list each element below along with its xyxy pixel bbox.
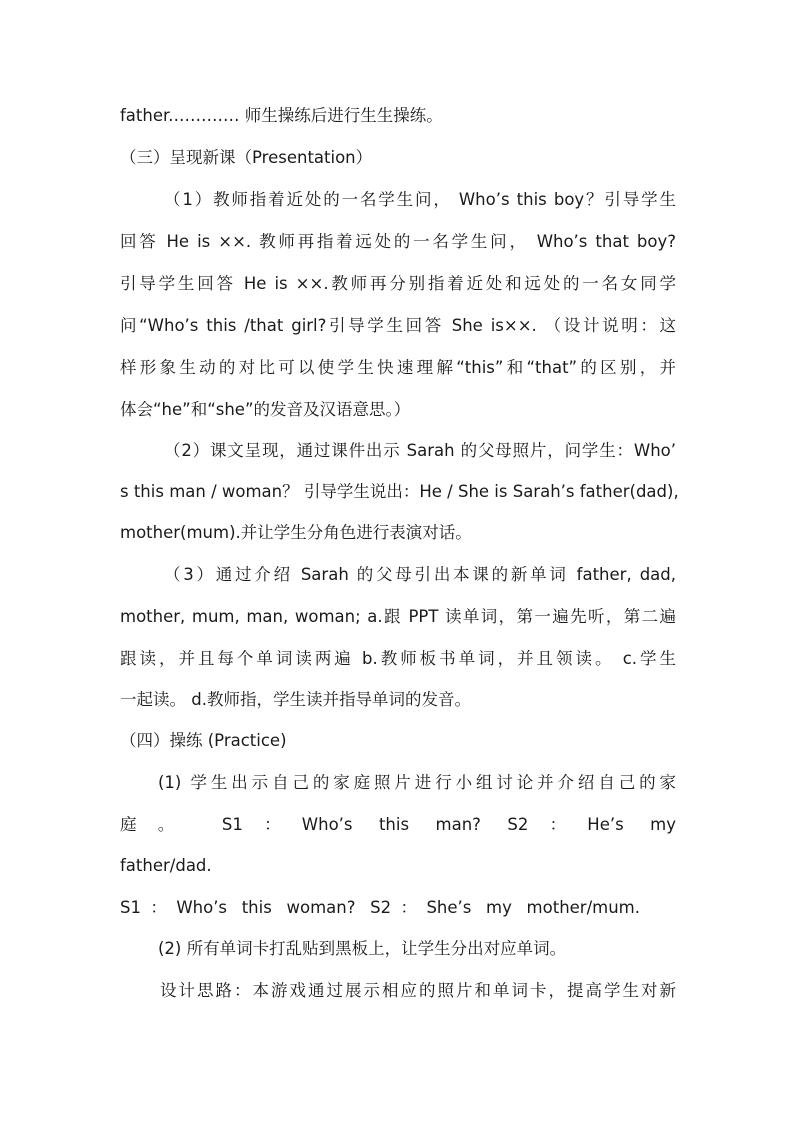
text-line: father/dad. <box>120 856 212 875</box>
text-line: mother(mum).并让学生分角色进行表演对话。 <box>120 523 472 542</box>
section-heading-presentation: （三）呈现新课（Presentation） <box>120 148 373 167</box>
text-line: s this man / woman？ 引导学生说出：He / She is Sarah’s father(dad), <box>120 482 679 501</box>
section-heading-practice: （四）操练 (Practice) <box>120 731 287 750</box>
text-line: 引导学生回答 He is ××.教师再分别指着近处和远处的一名女同学 <box>120 274 676 293</box>
text-line: (2) 所有单词卡打乱贴到黑板上，让学生分出对应单词。 <box>158 939 567 958</box>
text-line: 设计思路：本游戏通过展示相应的照片和单词卡，提高学生对新 <box>160 981 676 1000</box>
text-line: 体会“he”和“she”的发音及汉语意思。） <box>120 400 411 419</box>
text-line: (1) 学生出示自己的家庭照片进行小组讨论并介绍自己的家 <box>158 773 676 792</box>
text-line: 跟读，并且每个单词读两遍 b.教师板书单词，并且领读。 c.学生 <box>120 649 676 668</box>
text-line: S1：Who’s this woman? S2：She’s my mother/mum. <box>120 898 640 917</box>
text-line: mother, mum, man, woman; a.跟 PPT 读单词，第一遍先听，第二遍 <box>120 607 676 626</box>
text-line: 回答 He is ××. 教师再指着远处的一名学生问， Who’s that boy? <box>120 232 676 251</box>
text-line: 样形象生动的对比可以使学生快速理解“this”和“that”的区别，并 <box>120 358 676 377</box>
text-line: father.………… 师生操练后进行生生操练。 <box>120 106 443 125</box>
text-line: （2）课文呈现，通过课件出示 Sarah 的父母照片，问学生：Who’ <box>164 441 676 460</box>
text-line: 庭。 S1：Who’s this man? S2：He’s my <box>120 815 676 834</box>
text-line: （1）教师指着近处的一名学生问， Who’s this boy？引导学生 <box>164 190 676 209</box>
text-line: （3）通过介绍 Sarah 的父母引出本课的新单词 father, dad, <box>164 565 676 584</box>
text-line: 问“Who’s this /that girl?引导学生回答 She is××. （设计说明：这 <box>120 316 676 335</box>
text-line: 一起读。 d.教师指，学生读并指导单词的发音。 <box>120 690 471 709</box>
